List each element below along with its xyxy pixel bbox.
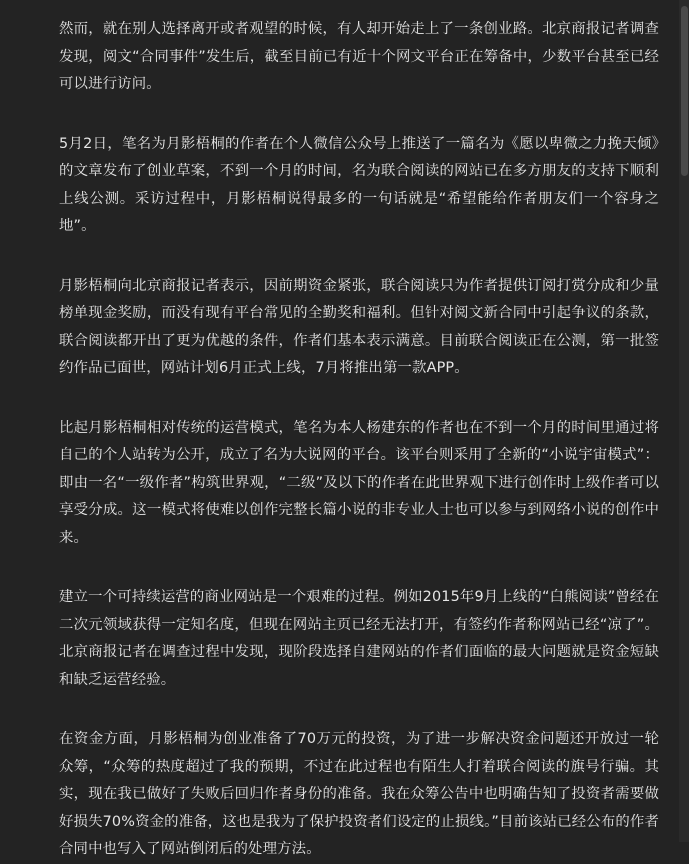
article-paragraph: 建立一个可持续运营的商业网站是一个艰难的过程。例如2015年9月上线的“白熊阅读”曾经在二次元领域获得一定知名度，但现在网站主页已经无法打开，有签约作者称网站已经“凉了”。北京商报记者在调查过程中发现，现阶段选择自建网站的作者们面临的最大问题就是资金短缺和缺乏运营经验。 [59, 589, 659, 688]
scrollbar-thumb[interactable] [681, 6, 688, 176]
article-paragraph: 在资金方面，月影梧桐为创业准备了70万元的投资，为了进一步解决资金问题还开放过一轮众筹，“众筹的热度超过了我的预期，不过在此过程也有陌生人打着联合阅读的旗号行骗。其实，现在我已做好了失败后回归作者身份的准备。我在众筹公告中也明确告知了投资者需要做好损失70%资金的准备，这也是我为了保护投资者们设定的止损线。”目前该站已经公布的作者合同中也写入了网站倒闭后的处理方法。 [59, 731, 659, 857]
article-body [59, 16, 659, 864]
vertical-scrollbar[interactable] [679, 0, 689, 842]
article-paragraph: 5月2日，笔名为月影梧桐的作者在个人微信公众号上推送了一篇名为《愿以卑微之力挽天倾》的文章发布了创业草案，不到一个月的时间，名为联合阅读的网站已在多方朋友的支持下顺利上线公测。采访过程中，月影梧桐说得最多的一句话就是“希望能给作者朋友们一个容身之地”。 [59, 135, 659, 234]
article-paragraph: 然而，就在别人选择离开或者观望的时候，有人却开始走上了一条创业路。北京商报记者调查发现，阅文“合同事件”发生后，截至目前已有近十个网文平台正在筹备中，少数平台甚至已经可以进行访问。 [59, 21, 659, 92]
article-paragraph: 月影梧桐向北京商报记者表示，因前期资金紧张，联合阅读只为作者提供订阅打赏分成和少量榜单现金奖励，而没有现有平台常见的全勤奖和福利。但针对阅文新合同中引起争议的条款，联合阅读都开出了更为优越的条件，作者们基本表示满意。目前联合阅读正在公测，第一批签约作品已面世，网站计划6月正式上线，7月将推出第一款APP。 [59, 277, 659, 376]
article-paragraph: 比起月影梧桐相对传统的运营模式，笔名为本人杨建东的作者也在不到一个月的时间里通过将自己的个人站转为公开，成立了名为大说网的平台。该平台则采用了全新的“小说宇宙模式”：即由一名“一级作者”构筑世界观，“二级”及以下的作者在此世界观下进行创作时上级作者可以享受分成。这一模式将使难以创作完整长篇小说的非专业人士也可以参与到网络小说的创作中来。 [59, 419, 659, 546]
